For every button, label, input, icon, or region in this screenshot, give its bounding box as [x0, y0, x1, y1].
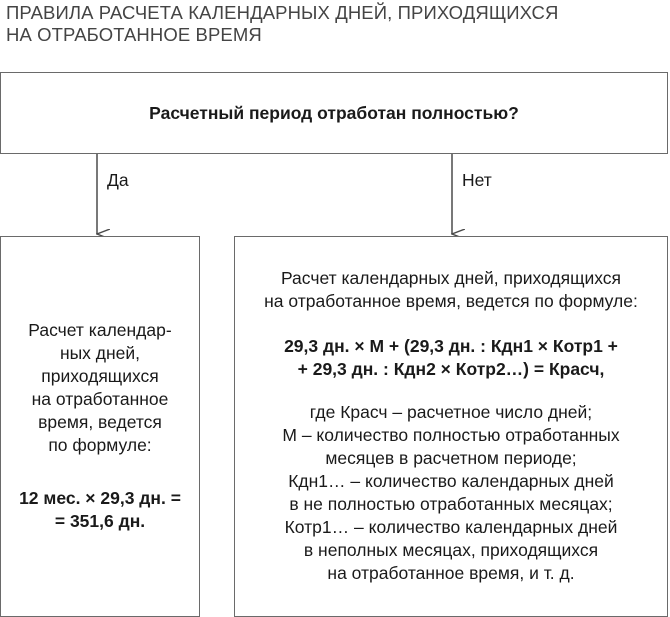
legend-line: Котр1… – количество календарных дней [284, 517, 618, 537]
question-box [0, 72, 668, 154]
no-formula-line: + 29,3 дн. : Кдн2 × Котр2…) = Красч, [297, 359, 605, 379]
legend-line: Кдн1… – количество календарных дней [288, 471, 614, 491]
question-text: Расчетный период отработан полностью? [149, 102, 519, 123]
yes-description-line: Расчет календар- [28, 320, 172, 340]
yes-description-line: на отработанное [31, 389, 169, 409]
yes-description-line: по формуле: [48, 435, 152, 455]
yes-description-line: приходящихся [41, 366, 159, 386]
yes-formula [1, 487, 199, 533]
legend-line: где Красч – расчетное число дней; [309, 402, 593, 422]
branch-label-yes: Да [107, 170, 129, 190]
yes-formula-line: = 351,6 дн. [54, 511, 146, 531]
no-legend [235, 401, 667, 585]
legend-line: в не полностью отработанных месяцах; [289, 494, 613, 514]
legend-line: М – количество полностью отработанных [282, 425, 620, 445]
title-line-2: НА ОТРАБОТАННОЕ ВРЕМЯ [6, 24, 262, 45]
yes-description-line: ных дней, [59, 343, 141, 363]
yes-formula-line: 12 мес. × 29,3 дн. = [19, 488, 181, 508]
no-description-line: Расчет календарных дней, приходящихся [280, 268, 622, 288]
legend-line: в неполных месяцах, приходящихся [303, 540, 599, 560]
branch-label-no: Нет [462, 170, 492, 190]
no-formula-line: 29,3 дн. × М + (29,3 дн. : Кдн1 × Котр1 + [284, 336, 618, 356]
yes-description [1, 319, 199, 457]
no-result-box [234, 236, 668, 617]
yes-description-line: время, ведется [38, 412, 162, 432]
title-line-1: ПРАВИЛА РАСЧЕТА КАЛЕНДАРНЫХ ДНЕЙ, ПРИХОДЯЩИХСЯ [6, 2, 559, 23]
no-description [235, 267, 667, 313]
legend-line: на отработанное время, и т. д. [327, 563, 575, 583]
no-formula [235, 335, 667, 381]
yes-result-box [0, 236, 200, 617]
no-description-line: на отработанное время, ведется по формуле: [264, 291, 638, 311]
legend-line: месяцев в расчетном периоде; [325, 448, 577, 468]
diagram-title [6, 2, 646, 46]
